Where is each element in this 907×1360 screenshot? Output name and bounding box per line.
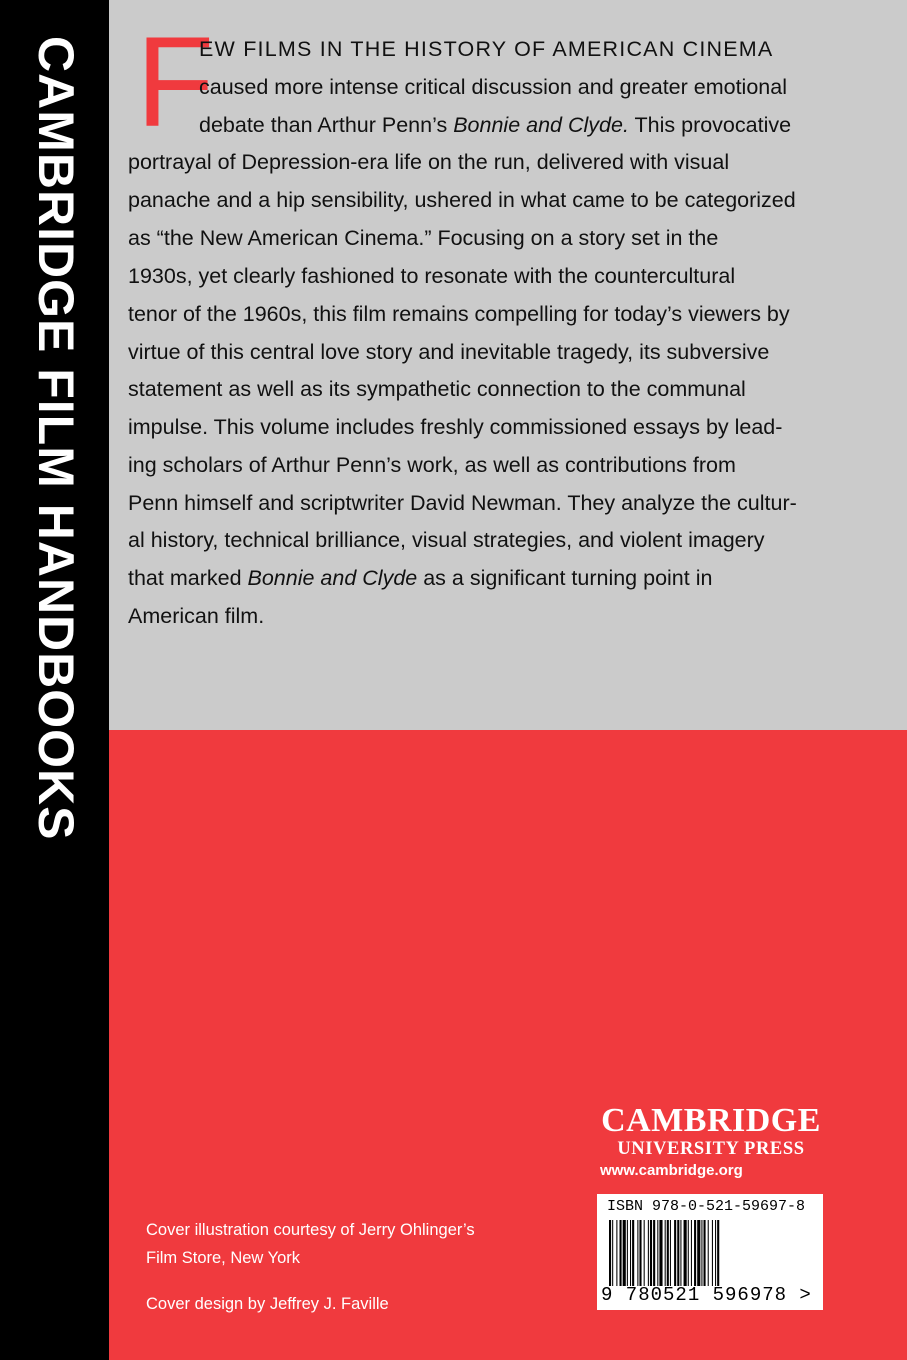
barcode-bar (701, 1220, 702, 1286)
barcode-bar (659, 1220, 662, 1286)
blurb-line: EW FILMS IN THE HISTORY OF AMERICAN CINEMA (199, 37, 774, 61)
barcode-bar (704, 1220, 706, 1286)
blurb-line: tenor of the 1960s, this film remains compelling for today’s viewers by (128, 302, 790, 326)
barcode-bar (670, 1220, 671, 1286)
cover-credits (146, 1216, 475, 1318)
blurb-line: 1930s, yet clearly fashioned to resonate with the countercultural (128, 264, 736, 288)
blurb-line: portrayal of Depression-era life on the run, delivered with visual (128, 150, 730, 174)
barcode-bar (612, 1220, 613, 1286)
film-title: Bonnie and Clyde. (453, 113, 629, 137)
barcode-bar (650, 1220, 652, 1286)
illustration-credit-line-2: Film Store, New York (146, 1249, 301, 1267)
blurb-line: ing scholars of Arthur Penn’s work, as well as contributions from (128, 453, 736, 477)
publisher-url[interactable]: www.cambridge.org (600, 1162, 743, 1179)
barcode-bar (630, 1220, 631, 1286)
illustration-credit-line-1: Cover illustration courtesy of Jerry Ohlinger’s (146, 1221, 475, 1239)
barcode-bar (665, 1220, 666, 1286)
barcode-bar (632, 1220, 634, 1286)
blurb-line: al history, technical brilliance, visual strategies, and violent imagery (128, 528, 765, 552)
blurb-line: impulse. This volume includes freshly commissioned essays by lead- (128, 415, 783, 439)
barcode-bar (639, 1220, 641, 1286)
blurb-line: panache and a hip sensibility, ushered in what came to be categorized (128, 188, 796, 212)
barcode-bar (657, 1220, 658, 1286)
blurb-line: statement as well as its sympathetic connection to the communal (128, 377, 746, 401)
barcode-bar (694, 1220, 696, 1286)
barcode-bar (627, 1220, 628, 1286)
barcode-bar (697, 1220, 700, 1286)
barcode-bar (708, 1220, 709, 1286)
blurb-line: American film. (128, 604, 265, 628)
publisher-subtitle: UNIVERSITY PRESS (617, 1139, 805, 1159)
publisher-logo (598, 1104, 824, 1182)
barcode-bar (674, 1220, 676, 1286)
barcode-bar (609, 1220, 611, 1286)
blurb-line: as “the New American Cinema.” Focusing on a story set in the (128, 226, 719, 250)
barcode-bar (616, 1220, 617, 1286)
barcode-bar (620, 1220, 622, 1286)
barcode-bar (677, 1220, 679, 1286)
barcode-bar (623, 1220, 626, 1286)
blurb-line: debate than Arthur Penn’s Bonnie and Clyde. This provocative (199, 113, 792, 137)
blurb-line: that marked Bonnie and Clyde as a significant turning point in (128, 566, 713, 590)
spine-title: CAMBRIDGE FILM HANDBOOKS (28, 36, 84, 841)
blurb-line: caused more intense critical discussion and greater emotional (199, 75, 787, 99)
isbn-label: ISBN 978-0-521-59697-8 (607, 1198, 806, 1215)
barcode-bar (715, 1220, 716, 1286)
barcode (597, 1194, 823, 1310)
blurb-line: Penn himself and scriptwriter David Newman. They analyze the cultur- (128, 491, 797, 515)
barcode-bar (648, 1220, 649, 1286)
barcode-bar (667, 1220, 669, 1286)
spine (0, 0, 109, 1360)
barcode-digits: 9 780521 596978 > (601, 1284, 812, 1306)
film-title: Bonnie and Clyde (247, 566, 418, 590)
barcode-bar (644, 1220, 645, 1286)
barcode-bar (684, 1220, 687, 1286)
barcode-bar (653, 1220, 655, 1286)
barcode-bar (637, 1220, 638, 1286)
barcode-bar (680, 1220, 681, 1286)
blurb-line: virtue of this central love story and inevitable tragedy, its subversive (128, 340, 770, 364)
publisher-name: CAMBRIDGE (601, 1102, 821, 1139)
drop-cap: F (136, 11, 215, 154)
barcode-bar (717, 1220, 719, 1286)
barcode-bars (609, 1220, 813, 1286)
barcode-bar (691, 1220, 692, 1286)
barcode-bar (712, 1220, 713, 1286)
barcode-bar (688, 1220, 689, 1286)
design-credit: Cover design by Jeffrey J. Faville (146, 1295, 389, 1313)
